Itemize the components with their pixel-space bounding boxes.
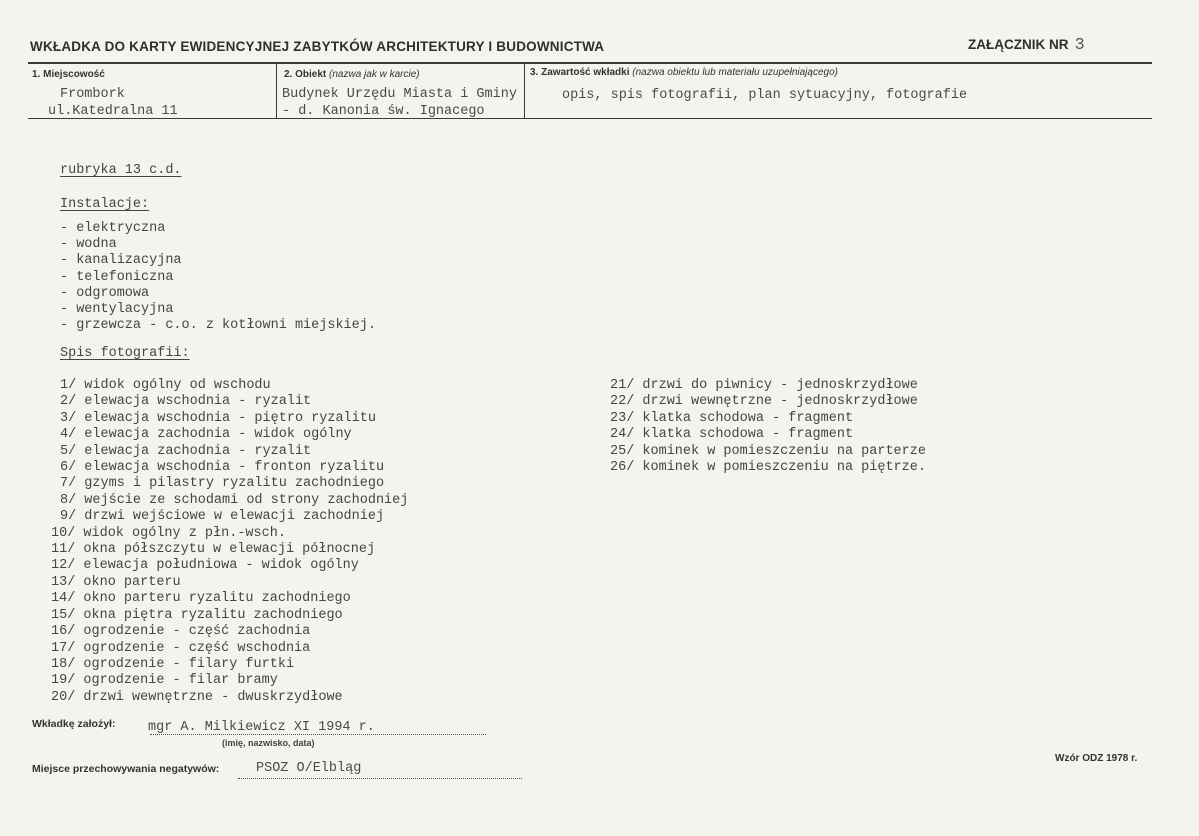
list-item: 11/ okna półszczytu w elewacji północnej [51,542,376,558]
photos-list-right [610,378,926,476]
list-item: 13/ okno parteru [51,574,181,590]
object-label-text: 2. Obiekt [284,69,327,80]
list-item: 3/ elewacja wschodnia - piętro ryzalitu [60,410,376,426]
list-item: 4/ elewacja zachodnia - widok ogólny [60,427,352,443]
list-item: 12/ elewacja południowa - widok ogólny [51,558,359,574]
created-by-note: (imię, nazwisko, data) [222,738,315,748]
header-rule-bottom [28,118,1152,119]
list-item: 2/ elewacja wschodnia - ryzalit [60,394,312,410]
list-item: 25/ kominek w pomieszczeniu na parterze [610,443,926,459]
header-rule-top [28,62,1152,64]
list-item: 17/ ogrodzenie - część wschodnia [51,640,311,656]
annex-number [968,36,1085,55]
negatives-label: Miejsce przechowywania negatywów: [32,763,220,775]
object-label [284,69,420,80]
list-item: 1/ widok ogólny od wschodu [60,378,271,393]
object-line-2: - d. Kanonia św. Ignacego [282,104,485,119]
photos-heading: Spis fotografii: [60,346,190,361]
list-item: - elektryczna [60,221,166,236]
list-item: 19/ ogrodzenie - filar bramy [51,673,278,689]
section-reference: rubryka 13 c.d. [60,163,182,178]
list-item: - odgromowa [60,285,150,301]
list-item: - telefoniczna [60,269,174,285]
list-item: 7/ gzyms i pilastry ryzalitu zachodniego [60,476,385,492]
locality-line-2: ul.Katedralna 11 [48,104,178,119]
contents-value: opis, spis fotografii, plan sytuacyjny, fotografie [562,88,968,103]
installations-list [60,221,376,334]
negatives-line [238,778,522,779]
list-item: 16/ ogrodzenie - część zachodnia [51,624,311,640]
list-item: 22/ drzwi wewnętrzne - jednoskrzydłowe [610,394,918,410]
list-item: 21/ drzwi do piwnicy - jednoskrzydłowe [610,378,918,393]
created-by-value: mgr A. Milkiewicz XI 1994 r. [148,720,375,735]
negatives-value: PSOZ O/Elbląg [256,761,362,776]
photos-list-left [51,378,409,706]
list-item: 18/ ogrodzenie - filary furtki [51,656,295,672]
form-title: WKŁADKA DO KARTY EWIDENCYJNEJ ZABYTKÓW ARCHITEKTURY I BUDOWNICTWA [30,39,605,54]
list-item: 15/ okna piętra ryzalitu zachodniego [51,607,343,623]
installations-heading: Instalacje: [60,197,150,212]
form-version: Wzór ODZ 1978 r. [1055,753,1138,764]
list-item: - grzewcza - c.o. z kotłowni miejskiej. [60,318,376,334]
annex-value: 3 [1074,36,1085,55]
contents-label-note: (nazwa obiektu lub materiału uzupełniającego) [632,67,838,78]
list-item: 6/ elewacja wschodnia - fronton ryzalitu [60,460,385,476]
locality-label: 1. Miejscowość [32,69,105,80]
field-divider-1 [276,63,277,119]
list-item: 20/ drzwi wewnętrzne - dwuskrzydłowe [51,689,343,705]
list-item: - wodna [60,237,117,253]
list-item: 14/ okno parteru ryzalitu zachodniego [51,591,351,607]
contents-label-text: 3. Zawartość wkładki [530,67,630,78]
list-item: - wentylacyjna [60,302,174,318]
object-label-note: (nazwa jak w karcie) [329,69,420,80]
list-item: 24/ klatka schodowa - fragment [610,427,854,443]
list-item: 10/ widok ogólny z płn.-wsch. [51,525,286,541]
list-item: 26/ kominek w pomieszczeniu na piętrze. [610,460,926,476]
contents-label [530,67,838,78]
locality-line-1: Frombork [60,87,125,102]
annex-label: ZAŁĄCZNIK NR [968,37,1069,52]
list-item: - kanalizacyjna [60,253,182,269]
list-item: 9/ drzwi wejściowe w elewacji zachodniej [60,509,385,525]
field-divider-2 [524,63,525,119]
object-line-1: Budynek Urzędu Miasta i Gminy [282,87,517,102]
list-item: 8/ wejście ze schodami od strony zachodniej [60,492,409,508]
list-item: 23/ klatka schodowa - fragment [610,410,854,426]
created-by-label: Wkładkę założył: [32,718,116,730]
list-item: 5/ elewacja zachodnia - ryzalit [60,443,312,459]
